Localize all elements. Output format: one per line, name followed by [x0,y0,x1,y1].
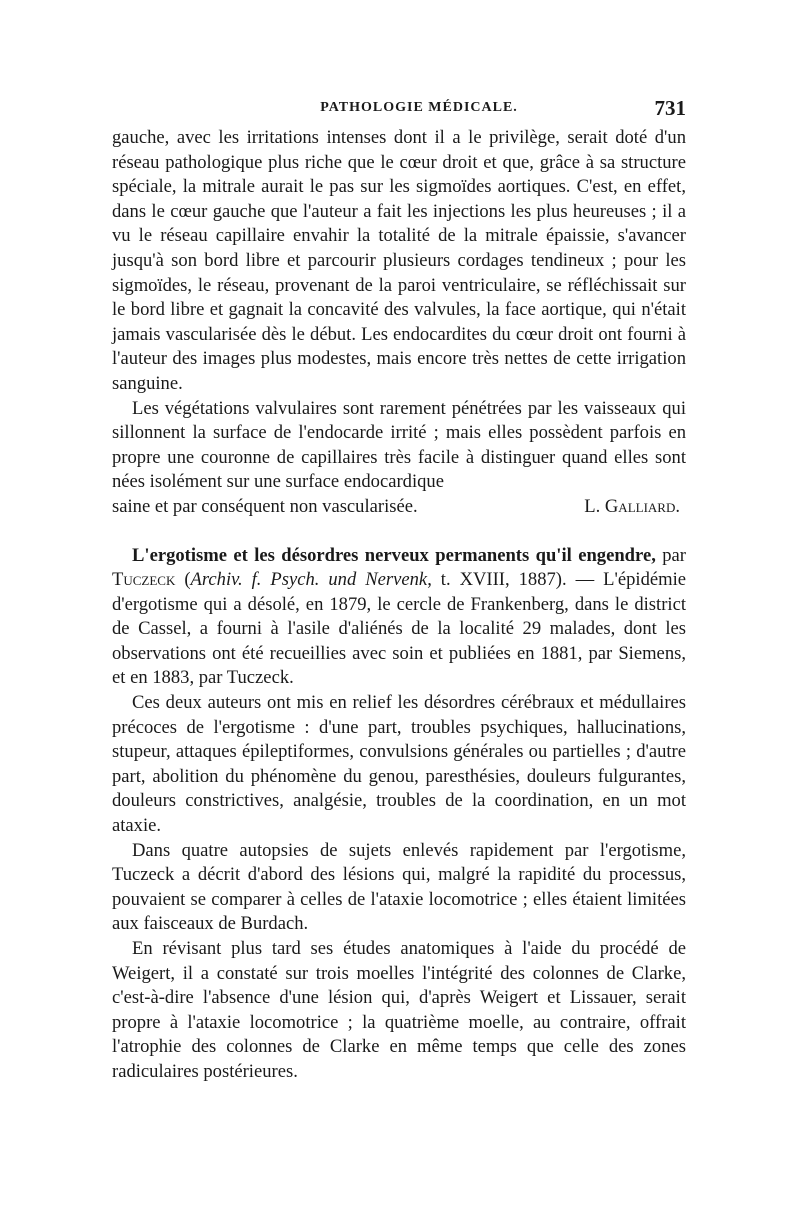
running-title: PATHOLOGIE MÉDICALE. [320,100,518,115]
review-1-paragraph-2-end: saine et par conséquent non vascularisée. [112,495,418,517]
page-number: 731 [654,96,686,120]
review-1-paragraph-1: gauche, avec les irritations intenses dont il a le privilège, serait doté d'un réseau pathologique plus riche que le cœur droit et que, grâce à sa structure spéciale, la mitrale aurait le pas sur les sigmoïdes aortiques. C'est, en effet, dans le cœur gauche que l'auteur a fait les injections les plus heureuses ; il a vu le réseau capillaire envahir la totalité de la mitrale épaissie, s'avancer jusqu'à son bord libre et parcourir plusieurs cordages tendineux ; pour les sigmoïdes, le réseau, provenant de la paroi ventriculaire, se réfléchissait sur le bord libre et gagnait la concavité des valvules, la face aortique, qui n'était jamais vascularisée dès le début. Les endocardites du cœur droit ont fourni à l'auteur des images plus modestes, mais encore très nettes de cette irrigation sanguine. [112,127,686,394]
review-2-paragraph-1: , t. XVIII, 1887). — L'épidémie d'ergotisme qui a désolé, en 1879, le cercle de Frankenberg, dans le district de Cassel, a fourni à l'asile d'aliénés de la localité 29 malades, dont les observations ont été recueillies avec soin et publiées en 1881, par Siemens, et en 1883, par Tuczeck. [112,569,686,689]
review-1-paragraph-2: Les végétations valvulaires sont rarement pénétrées par les vaisseaux qui sillonnent la surface de l'endocarde irrité ; mais elles possèdent parfois en propre une couronne de capillaires très facile à distinguer quand elles sont nées isolément sur une surface endocardique [112,397,686,493]
article-title: L'ergotisme et les désordres nerveux permanents qu'il engendre, [132,544,656,566]
review-2-heading-paragraph: L'ergotisme et les désordres nerveux permanents qu'il engendre, par Tuczeck (Archiv. f. Psych. und Nervenk, t. XVIII, 1887). — L'épidémie d'ergotisme qui a désolé, en 1879, le cercle de Frankenberg, dans le district de Cassel, a fourni à l'asile d'aliénés de la localité 29 malades, dont les observations ont été recueillies avec soin et publiées en 1881, par Siemens, et en 1883, par Tuczeck. [112,544,686,689]
section-spacer [112,520,686,544]
book-page [112,98,686,1085]
article-author: Tuczeck [112,569,176,591]
review-2-paragraph-3: Dans quatre autopsies de sujets enlevés rapidement par l'ergotisme, Tuczeck a décrit d'abord des lésions qui, malgré la rapidité du processus, pouvaient se comparer à celles de l'ataxie locomotrice ; elles étaient limitées aux faisceaux de Burdach. [112,839,686,935]
review-2-paragraph-2: Ces deux auteurs ont mis en relief les désordres cérébraux et médullaires précoces de l'ergotisme : d'une part, troubles psychiques, hallucinations, stupeur, attaques épileptiformes, convulsions générales ou partielles ; d'autre part, abolition du phénomène du genou, paresthésies, douleurs fulgurantes, douleurs constrictives, analgésie, troubles de la coordination, en un mot ataxie. [112,692,686,837]
review-1-closing-line [112,495,686,520]
running-header [112,98,686,126]
journal-name: Archiv. f. Psych. und Nervenk [190,569,428,591]
by-word: par [662,544,686,566]
reviewer-signature: L. Galliard. [584,495,680,517]
review-2-paragraph-4: En révisant plus tard ses études anatomiques à l'aide du procédé de Weigert, il a constaté sur trois moelles l'intégrité des colonnes de Clarke, c'est-à-dire l'absence d'une lésion qui, d'après Weigert et Lissauer, serait propre à l'ataxie locomotrice ; la quatrième moelle, au contraire, offrait l'atrophie des colonnes de Clarke en même temps que celle des zones radiculaires postérieures. [112,938,686,1082]
